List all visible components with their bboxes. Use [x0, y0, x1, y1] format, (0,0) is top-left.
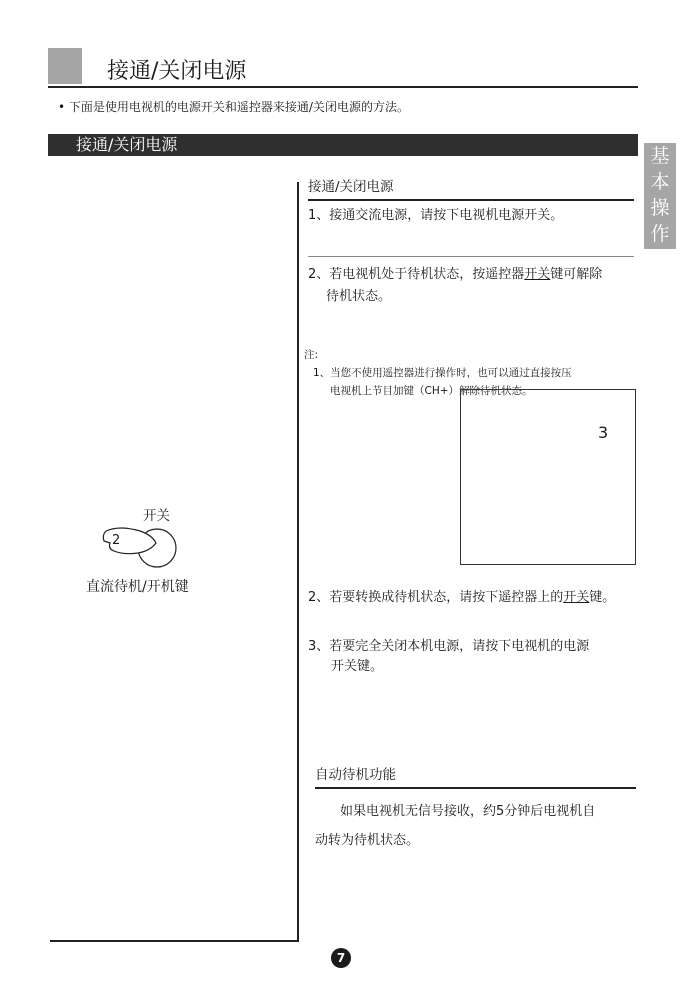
step-2-prefix: 2、若电视机处于待机状态，按遥控器	[308, 267, 525, 282]
step-2-suffix: 键可解除	[550, 267, 603, 282]
note-line-1: 1、当您不使用遥控器进行操作时，也可以通过直接按压	[313, 367, 572, 379]
standby-key-caption: 直流待机/开机键	[86, 579, 189, 595]
page-title: 接通/关闭电源	[107, 59, 247, 84]
note-line-2: 电视机上节目加键（CH+）解除待机状态。	[330, 385, 533, 397]
bottom-rule	[50, 940, 299, 942]
auto-standby-line-2: 动转为待机状态。	[315, 833, 420, 848]
note-label: 注:	[304, 349, 319, 361]
side-tab-basic-operation	[644, 143, 676, 249]
auto-standby-line-1: 如果电视机无信号接收，约5分钟后电视机自	[340, 804, 596, 819]
auto-standby-rule	[315, 787, 636, 789]
hand-badge-number: 2	[112, 533, 121, 548]
step-2	[308, 266, 602, 284]
switch-label: 开关	[143, 508, 170, 524]
subhead-rule	[308, 199, 634, 201]
subhead-power: 接通/关闭电源	[308, 179, 394, 195]
title-marker-square	[48, 48, 82, 84]
step-3-line1: 3、若要完全关闭本机电源，请按下电视机的电源	[308, 639, 590, 654]
step-3-line2: 开关键。	[331, 659, 384, 674]
step-divider	[308, 256, 634, 257]
auto-standby-heading: 自动待机功能	[315, 767, 396, 783]
side-tab-char: 本	[650, 171, 670, 193]
intro-text: • 下面是使用电视机的电源开关和遥控器来接通/关闭电源的方法。	[58, 100, 409, 114]
step-2-key: 开关	[524, 267, 551, 282]
page-number: 7	[331, 948, 351, 968]
section-title: 接通/关闭电源	[76, 135, 178, 154]
illustration-number: 3	[598, 423, 609, 442]
column-divider	[297, 182, 299, 940]
title-underline	[48, 86, 638, 88]
step-1: 1、接通交流电源，请按下电视机电源开关。	[308, 208, 564, 223]
side-tab-char: 作	[650, 223, 670, 245]
illustration-placeholder-box	[460, 389, 636, 565]
step-2b-suffix: 键。	[589, 590, 616, 605]
side-tab-char: 操	[650, 197, 670, 219]
step-2-line2: 待机状态。	[326, 289, 392, 304]
step-2b	[308, 589, 615, 607]
side-tab-char: 基	[650, 145, 670, 167]
step-2b-prefix: 2、若要转换成待机状态，请按下遥控器上的	[308, 590, 564, 605]
step-2b-key: 开关	[563, 590, 590, 605]
